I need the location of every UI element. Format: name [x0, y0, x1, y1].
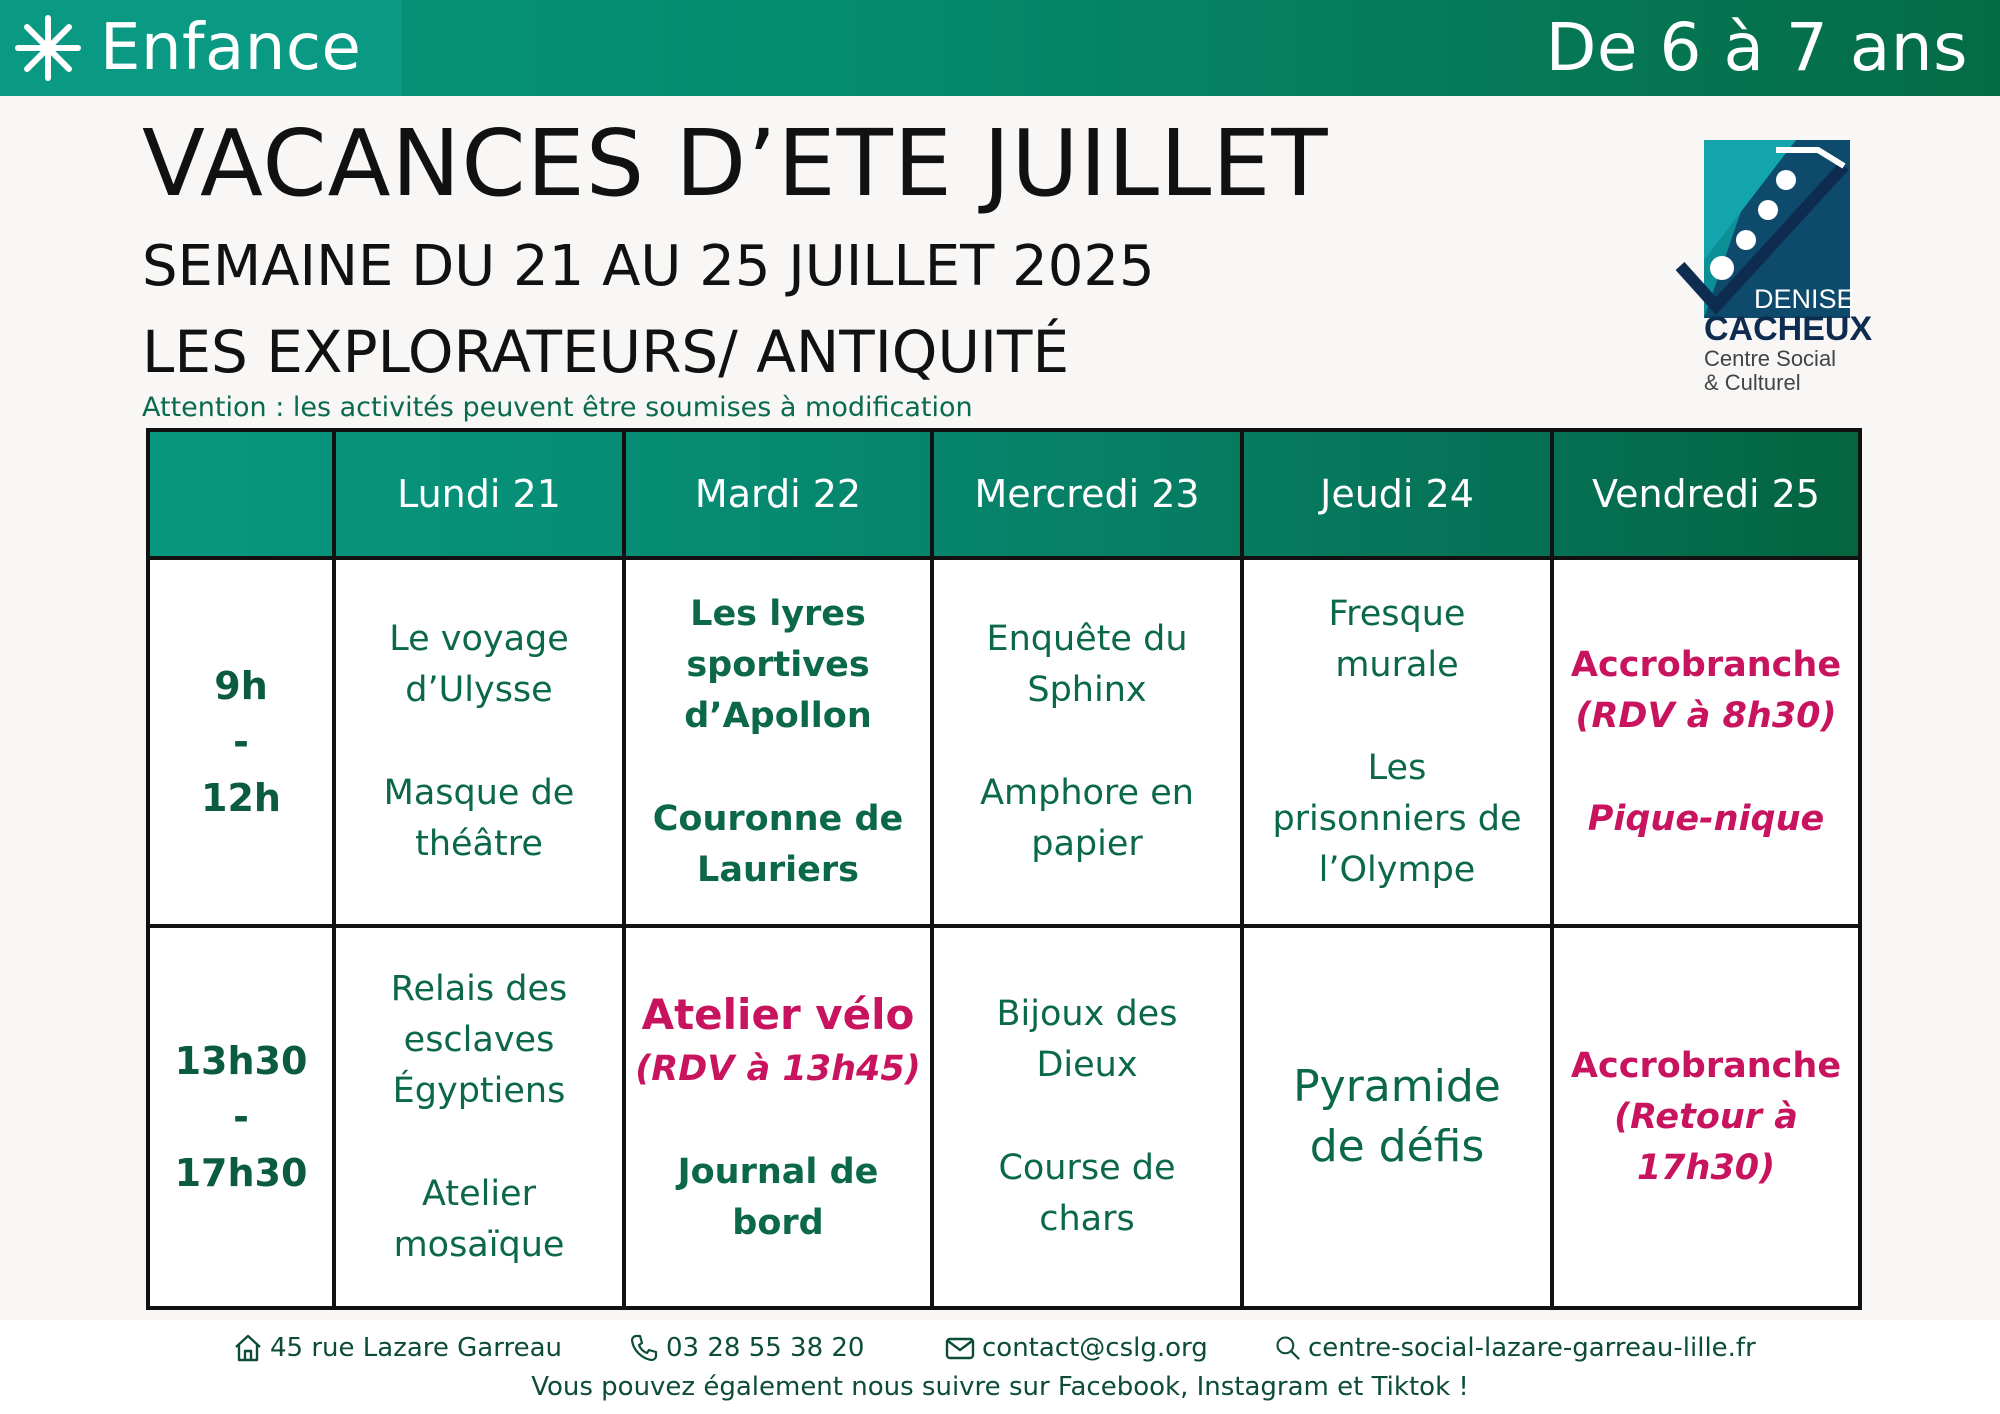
- schedule-table: [146, 428, 1862, 1310]
- activity-note: (Retour à: [1614, 1096, 1798, 1137]
- logo-subtitle-line1: Centre Social: [1704, 346, 1837, 371]
- activity-line: Masque de: [383, 773, 575, 813]
- activity-line: théâtre: [415, 824, 543, 864]
- activity-cell-tuesday-afternoon: [626, 928, 934, 1306]
- top-banner: [0, 0, 2000, 96]
- category-label: Enfance: [100, 11, 362, 85]
- activity-line: sportives: [686, 644, 870, 685]
- activity-line: chars: [1039, 1199, 1135, 1239]
- time-end: 17h30: [174, 1151, 308, 1195]
- activity-cell-friday-morning: [1554, 560, 1858, 928]
- day-header-friday: Vendredi 25: [1554, 432, 1858, 560]
- activity-line: Course de: [998, 1148, 1176, 1188]
- footer-phone: [628, 1326, 864, 1370]
- phone-icon: [628, 1332, 660, 1364]
- activity-line: Atelier: [422, 1173, 536, 1214]
- email-link[interactable]: contact@cslg.org: [982, 1333, 1208, 1363]
- activity-line: Les lyres: [690, 593, 866, 634]
- activity-cell-thursday-afternoon: [1244, 928, 1554, 1306]
- day-header-tuesday: Mardi 22: [626, 432, 934, 560]
- activity-line: Fresque: [1328, 593, 1466, 634]
- activity-line: Lauriers: [697, 849, 859, 890]
- age-range: De 6 à 7 ans: [1545, 9, 1968, 86]
- activity-cell-friday-afternoon: [1554, 928, 1858, 1306]
- day-header-wednesday: Mercredi 23: [934, 432, 1244, 560]
- activity-line: Enquête du: [986, 619, 1188, 659]
- footer-address: [232, 1326, 562, 1370]
- logo-name-line1: DENISE: [1754, 284, 1855, 314]
- time-start: 13h30: [174, 1039, 308, 1083]
- activity-line: esclaves: [403, 1019, 555, 1060]
- activity-line: Pyramide: [1293, 1061, 1501, 1112]
- footer-email: [944, 1326, 1208, 1370]
- time-slot-morning: [150, 560, 336, 928]
- activity-cell-monday-morning: [336, 560, 626, 928]
- website-link[interactable]: centre-social-lazare-garreau-lille.fr: [1308, 1333, 1756, 1363]
- modification-notice: Attention : les activités peuvent être soumises à modification: [142, 392, 973, 423]
- theme-subtitle: LES EXPLORATEURS/ ANTIQUITÉ: [142, 318, 1070, 386]
- activity-line: papier: [1031, 824, 1143, 864]
- day-header-monday: Lundi 21: [336, 432, 626, 560]
- time-separator: -: [233, 720, 249, 764]
- activity-line: l’Olympe: [1318, 849, 1476, 890]
- activity-line: Relais des: [390, 968, 568, 1009]
- category-badge: [0, 0, 402, 96]
- home-icon: [232, 1332, 264, 1364]
- activity-cell-thursday-morning: [1244, 560, 1554, 928]
- activity-cell-wednesday-morning: [934, 560, 1244, 928]
- day-header-thursday: Jeudi 24: [1244, 432, 1554, 560]
- mail-icon: [944, 1332, 976, 1364]
- activity-line: Atelier vélo: [641, 989, 915, 1039]
- activity-line: prisonniers de: [1272, 798, 1522, 839]
- week-subtitle: SEMAINE DU 21 AU 25 JUILLET 2025: [142, 234, 1155, 299]
- activity-cell-tuesday-morning: [626, 560, 934, 928]
- activity-line: Pique-nique: [1587, 798, 1825, 839]
- activity-line: Le voyage: [389, 619, 569, 659]
- activity-line: de défis: [1309, 1121, 1485, 1172]
- activity-cell-monday-afternoon: [336, 928, 626, 1306]
- activity-line: Les: [1367, 747, 1427, 788]
- activity-line: Journal de: [677, 1151, 879, 1192]
- header-corner: [150, 432, 336, 560]
- time-end: 12h: [201, 776, 281, 820]
- time-slot-afternoon: [150, 928, 336, 1306]
- time-start: 9h: [214, 664, 268, 708]
- logo-subtitle-line2: & Culturel: [1704, 370, 1801, 395]
- phone-text[interactable]: 03 28 55 38 20: [666, 1333, 865, 1363]
- activity-line: Accrobranche: [1570, 644, 1842, 685]
- activity-line: murale: [1335, 644, 1459, 685]
- page-title: VACANCES D’ETE JUILLET: [142, 110, 1329, 217]
- time-separator: -: [233, 1095, 249, 1139]
- activity-line: Bijoux des: [996, 994, 1178, 1034]
- activity-line: Amphore en: [980, 773, 1194, 813]
- address-text: 45 rue Lazare Garreau: [270, 1333, 562, 1363]
- activity-note: 17h30): [1636, 1147, 1776, 1188]
- activity-line: Couronne de: [652, 798, 904, 839]
- activity-note: (RDV à 8h30): [1575, 695, 1837, 736]
- activity-line: mosaïque: [393, 1224, 565, 1265]
- footer-contact: [0, 1326, 2000, 1370]
- activity-line: Sphinx: [1027, 670, 1147, 710]
- activity-line: bord: [732, 1202, 824, 1243]
- activity-line: Égyptiens: [392, 1070, 566, 1111]
- search-icon: [1274, 1332, 1302, 1364]
- activity-cell-wednesday-afternoon: [934, 928, 1244, 1306]
- footer-website: [1274, 1326, 1756, 1370]
- logo-name-line2: CACHEUX: [1704, 310, 1873, 348]
- asterisk-icon: [12, 12, 84, 84]
- activity-line: d’Ulysse: [405, 670, 553, 710]
- activity-line: Accrobranche: [1570, 1045, 1842, 1086]
- activity-line: Dieux: [1036, 1045, 1138, 1085]
- footer-social-text: Vous pouvez également nous suivre sur Facebook, Instagram et Tiktok !: [531, 1372, 1469, 1402]
- activity-line: d’Apollon: [684, 695, 872, 736]
- activity-note: (RDV à 13h45): [635, 1048, 921, 1089]
